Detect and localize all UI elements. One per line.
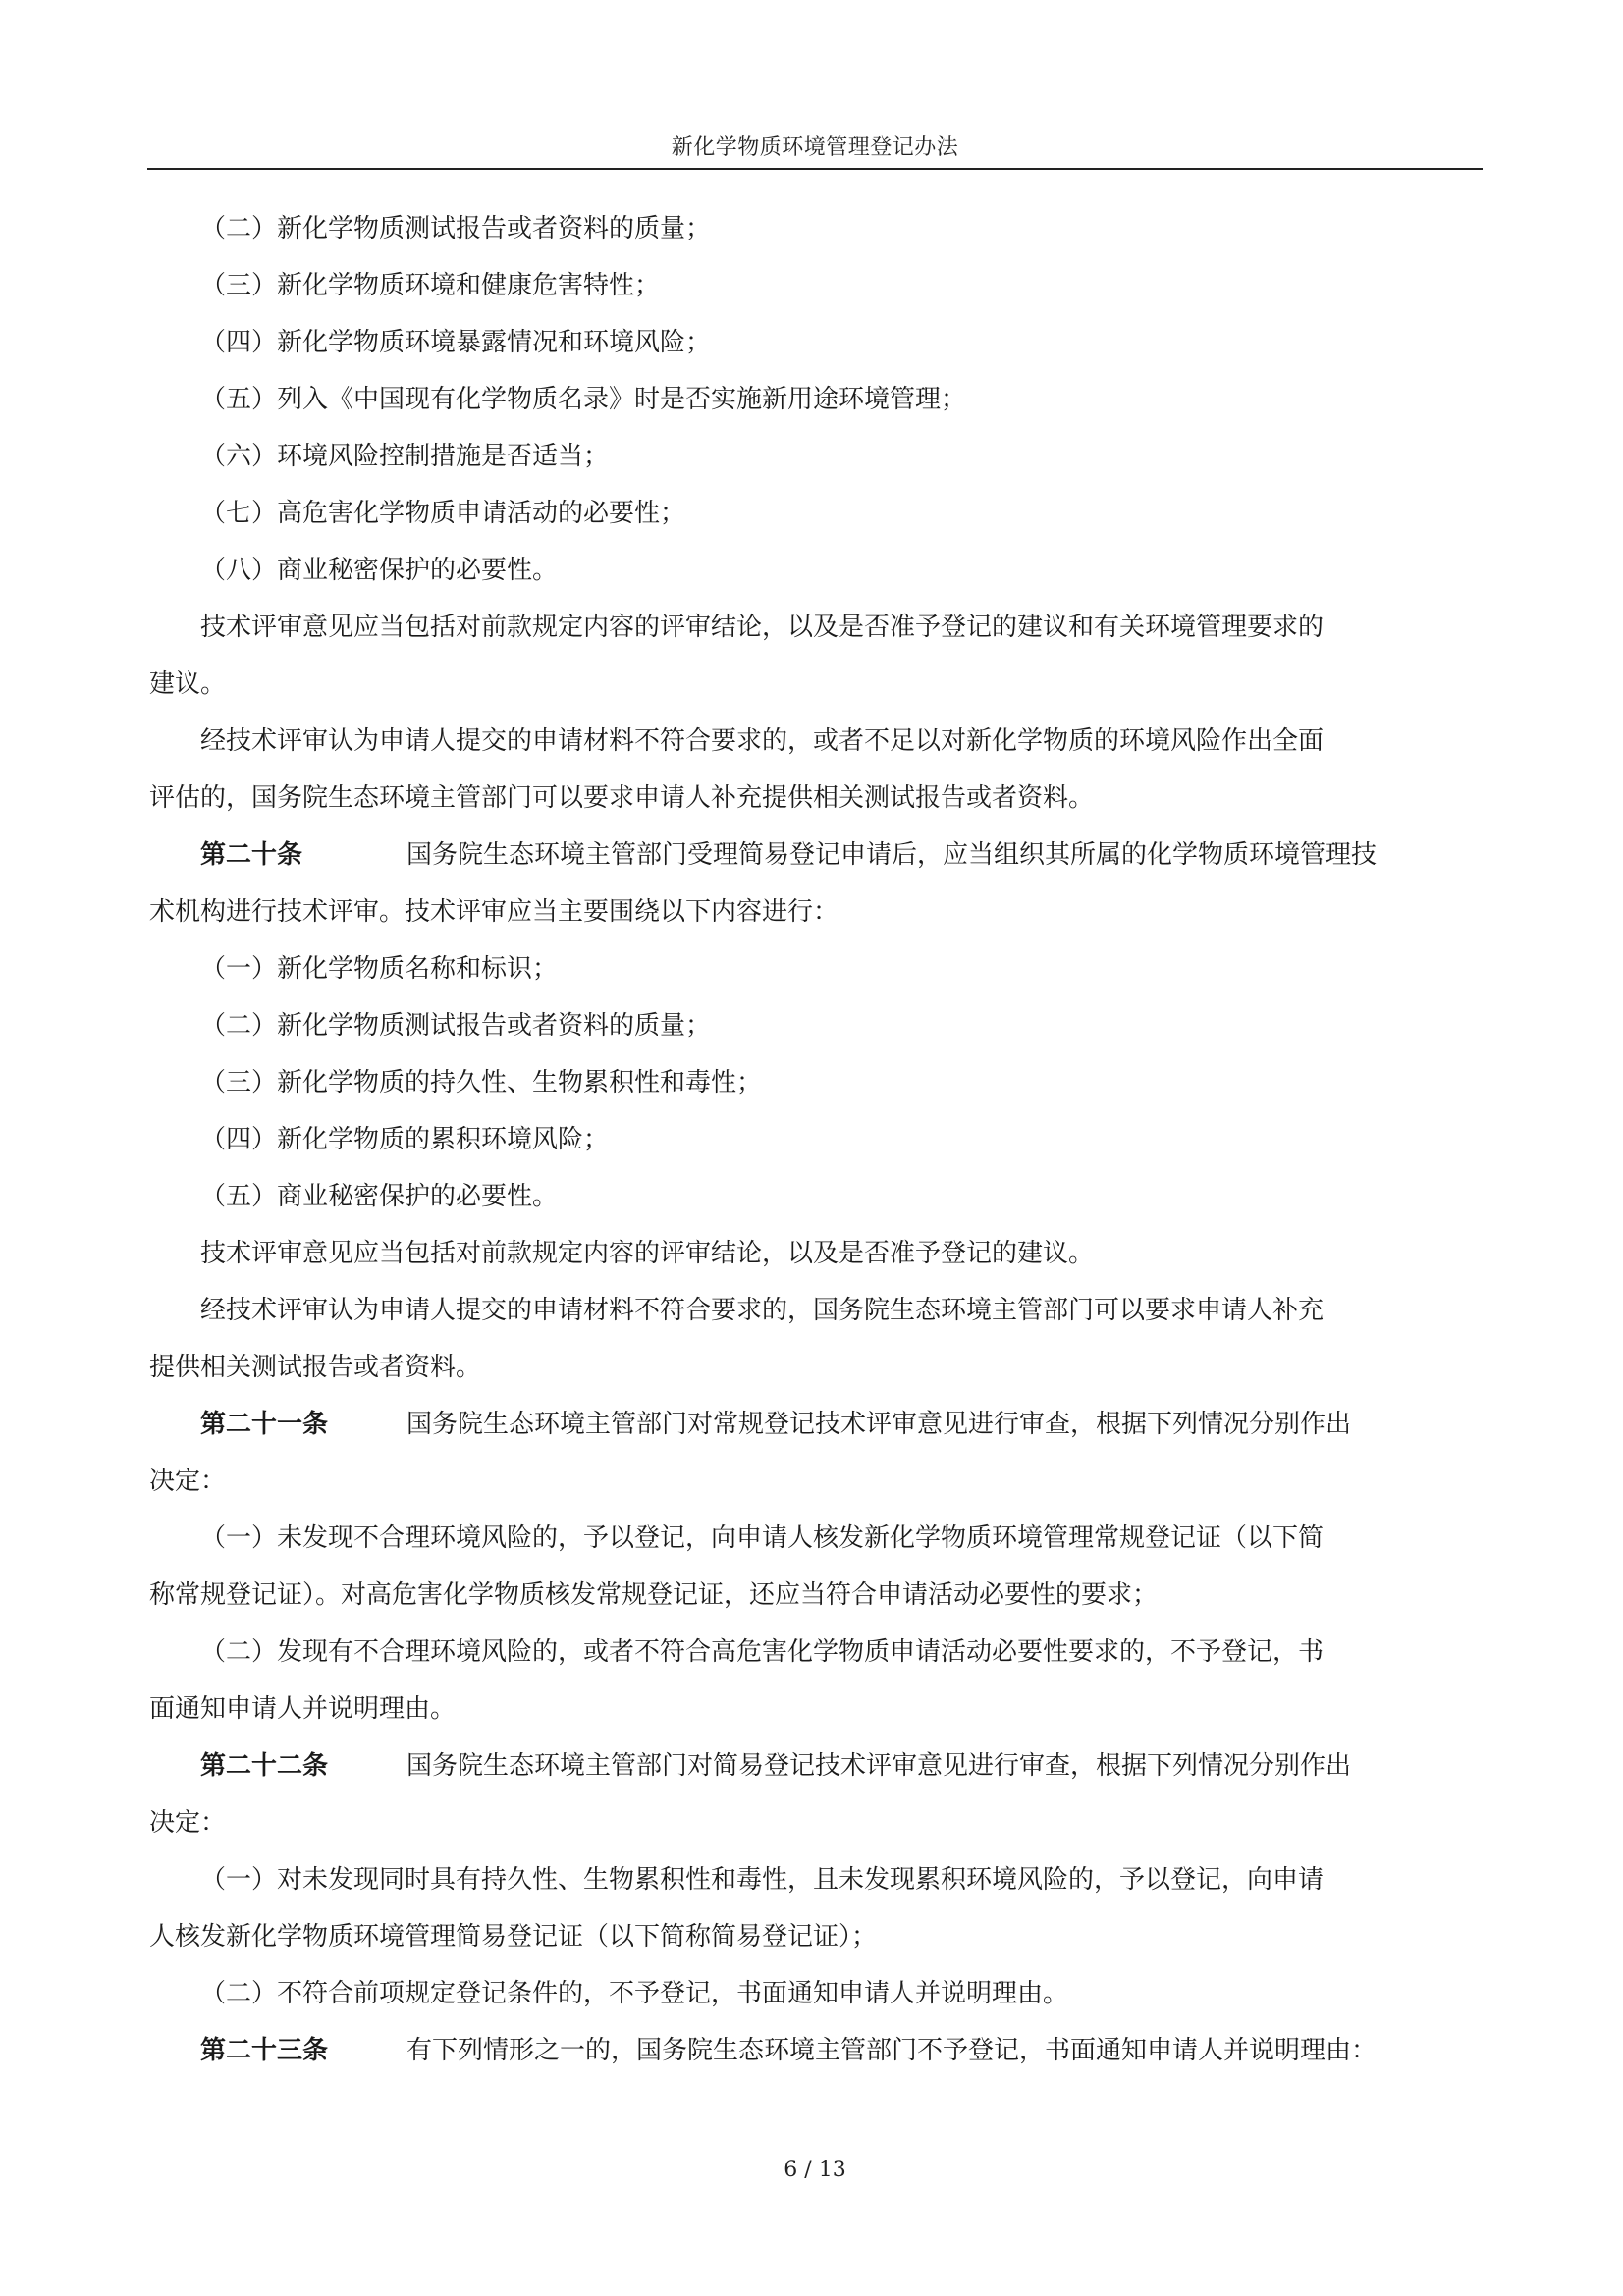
list-item: （二）新化学物质测试报告或者资料的质量；: [200, 1011, 712, 1041]
list-item: （四）新化学物质的累积环境风险；: [200, 1125, 610, 1154]
paragraph-line: 经技术评审认为申请人提交的申请材料不符合要求的，或者不足以对新化学物质的环境风险作出全面: [200, 726, 1325, 756]
list-item: （三）新化学物质的持久性、生物累积性和毒性；: [200, 1068, 763, 1097]
paragraph-line: 术机构进行技术评审。技术评审应当主要围绕以下内容进行：: [149, 897, 839, 927]
paragraph-line: 提供相关测试报告或者资料。: [149, 1353, 482, 1382]
paragraph-text: 国务院生态环境主管部门受理简易登记申请后，应当组织其所属的化学物质环境管理技: [406, 840, 1378, 870]
article-20-line: [149, 827, 1481, 883]
header-rule: [147, 168, 1483, 170]
paragraph-line: 建议。: [149, 669, 227, 699]
list-item: （八）商业秘密保护的必要性。: [200, 556, 559, 585]
article-21-line: [149, 1396, 1481, 1453]
list-item: （四）新化学物质环境暴露情况和环境风险；: [200, 328, 712, 357]
list-item: （一）对未发现同时具有持久性、生物累积性和毒性，且未发现累积环境风险的，予以登记，向申请: [200, 1865, 1325, 1895]
article-22-line: [149, 1737, 1481, 1794]
list-item: （五）商业秘密保护的必要性。: [200, 1182, 559, 1211]
paragraph-text: 有下列情形之一的，国务院生态环境主管部门不予登记，书面通知申请人并说明理由：: [406, 2036, 1378, 2065]
list-item: （二）新化学物质测试报告或者资料的质量；: [200, 214, 712, 243]
list-item: （一）未发现不合理环境风险的，予以登记，向申请人核发新化学物质环境管理常规登记证（以下简: [200, 1523, 1325, 1553]
paragraph-line: 人核发新化学物质环境管理简易登记证（以下简称简易登记证）；: [149, 1922, 878, 1951]
paragraph-line: 决定：: [149, 1808, 227, 1838]
page-number: 6 / 13: [784, 2158, 846, 2182]
paragraph-line: 面通知申请人并说明理由。: [149, 1694, 457, 1724]
list-item: （五）列入《中国现有化学物质名录》时是否实施新用途环境管理；: [200, 385, 967, 414]
article-22-heading: 第二十二条: [200, 1751, 329, 1781]
paragraph-line: 评估的，国务院生态环境主管部门可以要求申请人补充提供相关测试报告或者资料。: [149, 783, 1095, 813]
list-item: （三）新化学物质环境和健康危害特性；: [200, 271, 661, 300]
paragraph-line: 决定：: [149, 1467, 227, 1496]
article-23-line: [149, 2022, 1481, 2079]
list-item: （一）新化学物质名称和标识；: [200, 954, 559, 984]
list-item: （二）发现有不合理环境风险的，或者不符合高危害化学物质申请活动必要性要求的，不予登记，书: [200, 1637, 1325, 1667]
paragraph-line: 技术评审意见应当包括对前款规定内容的评审结论，以及是否准予登记的建议。: [200, 1239, 1095, 1268]
paragraph-text: 国务院生态环境主管部门对简易登记技术评审意见进行审查，根据下列情况分别作出: [406, 1751, 1352, 1781]
article-20-heading: 第二十条: [200, 840, 303, 870]
list-item: （七）高危害化学物质申请活动的必要性；: [200, 499, 686, 528]
document-body: [149, 200, 1481, 2079]
paragraph-line: 经技术评审认为申请人提交的申请材料不符合要求的，国务院生态环境主管部门可以要求申请人补充: [200, 1296, 1325, 1325]
list-item: （六）环境风险控制措施是否适当；: [200, 442, 610, 471]
list-item: （二）不符合前项规定登记条件的，不予登记，书面通知申请人并说明理由。: [200, 1979, 1069, 2008]
running-header-title: 新化学物质环境管理登记办法: [671, 135, 959, 160]
article-21-heading: 第二十一条: [200, 1410, 329, 1439]
paragraph-line: 称常规登记证）。对高危害化学物质核发常规登记证，还应当符合申请活动必要性的要求；: [149, 1580, 1159, 1610]
paragraph-line: 技术评审意见应当包括对前款规定内容的评审结论，以及是否准予登记的建议和有关环境管理要求的: [200, 613, 1325, 642]
paragraph-text: 国务院生态环境主管部门对常规登记技术评审意见进行审查，根据下列情况分别作出: [406, 1410, 1352, 1439]
article-23-heading: 第二十三条: [200, 2036, 329, 2065]
